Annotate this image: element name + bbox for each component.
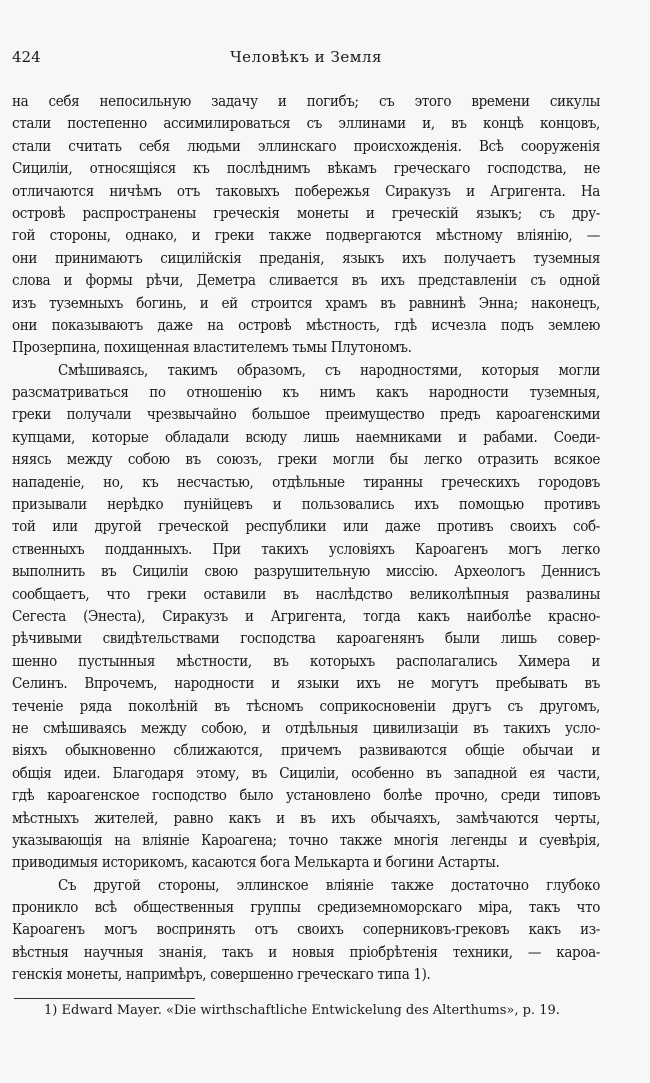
text-line: стали считать себя людьми эллинскаго происхожденія. Всѣ сооруженія	[12, 136, 600, 155]
text-line: Смѣшиваясь, такимъ образомъ, съ народностями, которыя могли	[58, 360, 600, 379]
text-line: нападеніе, но, къ несчастью, отдѣльные тиранны греческихъ городовъ	[12, 472, 600, 491]
text-line: указывающія на вліяніе Кароагена; точно также многія легенды и суевѣрія,	[12, 830, 600, 849]
page-number: 424	[12, 48, 41, 66]
page-header	[12, 48, 600, 70]
text-line: Сегеста (Энеста), Сиракузъ и Агригента, тогда какъ наиболѣе красно-	[12, 606, 600, 625]
text-line: проникло всѣ общественныя группы средиземноморскаго міра, такъ что	[12, 898, 600, 917]
text-line: приводимыя историкомъ, касаются бога Мелькарта и богини Астарты.	[12, 853, 500, 872]
text-line: отличаются ничѣмъ отъ таковыхъ побережья Сиракузъ и Агригента. На	[12, 181, 600, 200]
text-line: выполнить въ Сициліи свою разрушительную миссію. Археологъ Деннисъ	[12, 562, 600, 581]
text-line: они принимаютъ сицилійскія преданія, языкъ ихъ получаетъ туземныя	[12, 248, 600, 267]
text-line: рѣчивыми свидѣтельствами господства кароагенянъ были лишь совер-	[12, 629, 600, 648]
footnote-divider	[14, 998, 195, 999]
text-line: теченіе ряда поколѣній въ тѣсномъ соприкосновеніи другъ съ другомъ,	[12, 696, 600, 715]
footnote: 1) Edward Mayer. «Die wirthschaftliche Entwickelung des Alterthums», p. 19.	[44, 1003, 560, 1018]
text-line: ственныхъ подданныхъ. При такихъ условіяхъ Кароагенъ могъ легко	[12, 539, 600, 558]
text-line: греки получали чрезвычайно большое преимущество предъ кароагенскими	[12, 405, 600, 424]
paragraph	[12, 90, 600, 359]
text-line: Съ другой стороны, эллинское вліяніе также достаточно глубоко	[58, 875, 600, 894]
text-line: Селинъ. Впрочемъ, народности и языки ихъ не могутъ пребывать въ	[12, 674, 600, 693]
text-line: вѣстныя научныя знанія, такъ и новыя пріобрѣтенія техники, — кароа-	[12, 942, 600, 961]
text-line: изъ туземныхъ богинь, и ей строится храмъ въ равнинѣ Энна; наконецъ,	[12, 293, 600, 312]
text-line: Кароагенъ могъ воспринять отъ своихъ соперниковъ-грековъ какъ из-	[12, 920, 600, 939]
text-line: общія идеи. Благодаря этому, въ Сициліи, особенно въ западной ея части,	[12, 763, 600, 782]
text-line: не смѣшиваясь между собою, и отдѣльныя цивилизаціи въ такихъ усло-	[12, 718, 600, 737]
text-line: они показываютъ даже на островѣ мѣстность, гдѣ исчезла подъ землею	[12, 315, 600, 334]
text-line: сообщаетъ, что греки оставили въ наслѣдство великолѣпныя развалины	[12, 584, 600, 603]
text-line: на себя непосильную задачу и погибъ; съ этого времени сикулы	[12, 92, 600, 110]
text-line: Сициліи, относящіяся къ послѣднимъ вѣкамъ греческаго господства, не	[12, 159, 600, 178]
text-line: шенно пустынныя мѣстности, въ которыхъ располагались Химера и	[12, 651, 600, 670]
text-line: стали постепенно ассимилироваться съ эллинами и, въ концѣ концовъ,	[12, 114, 600, 133]
text-line: мѣстныхъ жителей, равно какъ и въ ихъ обычаяхъ, замѣчаются черты,	[12, 808, 600, 827]
text-line: Прозерпина, похищенная властителемъ тьмы Плутономъ.	[12, 338, 412, 357]
paragraph	[12, 874, 600, 986]
text-line: слова и формы рѣчи, Деметра сливается въ ихъ представленіи съ одной	[12, 271, 600, 290]
text-line: той или другой греческой республики или даже противъ своихъ соб-	[12, 517, 600, 536]
text-line: генскія монеты, напримѣръ, совершенно греческаго типа 1).	[12, 965, 431, 984]
paragraph	[12, 359, 600, 874]
text-line: купцами, которые обладали всюду лишь наемниками и рабами. Соеди-	[12, 427, 600, 446]
text-line: няясь между собою въ союзъ, греки могли бы легко отразить всякое	[12, 450, 600, 469]
text-line: островѣ распространены греческія монеты и греческій языкъ; съ дру-	[12, 203, 600, 222]
text-line: разсматриваться по отношенію къ нимъ какъ народности туземныя,	[12, 383, 600, 402]
running-title: Человѣкъ и Земля	[230, 48, 382, 66]
text-line: гдѣ кароагенское господство было установлено болѣе прочно, среди типовъ	[12, 786, 600, 805]
text-line: гой стороны, однако, и греки также подвергаются мѣстному вліянію, —	[12, 226, 600, 245]
text-line: віяхъ обыкновенно сближаются, причемъ развиваются общіе обычаи и	[12, 741, 600, 760]
text-line: призывали нерѣдко пунійцевъ и пользовались ихъ помощью противъ	[12, 495, 600, 514]
body-text	[12, 90, 600, 986]
